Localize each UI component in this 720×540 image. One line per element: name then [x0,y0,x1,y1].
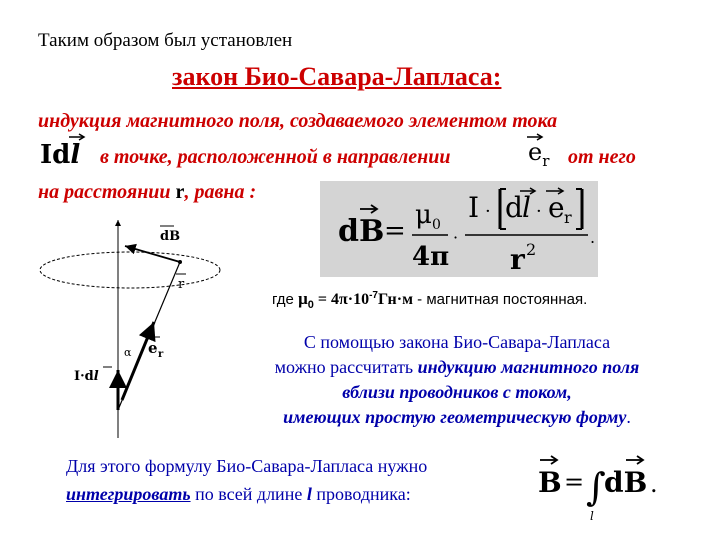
formula-mu-sub: 0 [432,217,441,233]
er-arrow [122,322,154,400]
formula-dot2: · [485,201,491,222]
biot-savart-formula [320,181,598,277]
para-line-4: имеющих простую геометрическую форму. [283,407,631,427]
field-line-ellipse [40,252,220,288]
para-line-2: можно рассчитать индукцию магнитного поля [274,357,640,377]
formula-dot3: · [536,201,542,222]
definition-line-3: на расстоянии r, равна : [38,181,257,203]
integration-paragraph [66,452,427,508]
integral-B: B [538,466,562,499]
integral-eq: = [564,468,585,496]
integral-dB: dB [604,466,648,499]
label-dB: dB [160,229,181,244]
idl-symbol: Idl [40,140,80,170]
law-title: закон Био-Савара-Лапласа: [172,62,502,91]
formula-dot1: · [453,228,459,247]
integral-formula [530,448,680,528]
field-diagram [30,210,230,440]
label-er-sub: r [158,349,164,360]
integral-lower: l [590,509,594,523]
integral-sign: ∫ [586,465,606,509]
definition-line-2: в точке, расположенной в направлении [100,146,451,168]
formula-l: l [522,191,531,224]
definition-line-1: индукция магнитного поля, создаваемого элементом тока [38,110,558,132]
formula-mu: μ [415,200,432,230]
formula-4pi: 4π [412,242,450,272]
integral-end: . [650,470,658,498]
formula-svg [320,181,598,277]
para-line-1: С помощью закона Био-Савара-Лапласа [303,332,611,352]
magnetic-constant: где $\mu_0 = 4\pi\cdot 10^{-7}Гн\cdot м$ - магнитная постоянная. [272,289,588,311]
para2-line-1: Для этого формулу Био-Савара-Лапласа нужно [66,456,428,476]
label-er: e [148,339,158,357]
application-paragraph [222,330,692,430]
para2-line-2: интегрировать по всей длине l проводника: [66,484,411,504]
field-point [178,260,182,264]
er-symbol: e $_r$ [528,138,549,170]
formula-e: e [548,191,565,224]
formula-end: . [590,228,596,247]
definition-line-2-end: от него [568,146,636,168]
para-line-3: вблизи проводников с током, [342,382,572,402]
formula-d: d [505,191,523,224]
formula-dB: dB [338,214,385,249]
formula-exp: 2 [526,240,537,259]
formula-eq: = [384,216,406,246]
label-alpha: α [124,346,132,359]
label-idl: I·dl [74,369,99,384]
intro-text: Таким образом был установлен [38,30,293,51]
formula-r: r [510,243,525,276]
formula-I: I [468,191,480,224]
dB-arrow [125,246,180,262]
label-r: r [178,277,185,292]
formula-r-sub: r [564,208,572,227]
